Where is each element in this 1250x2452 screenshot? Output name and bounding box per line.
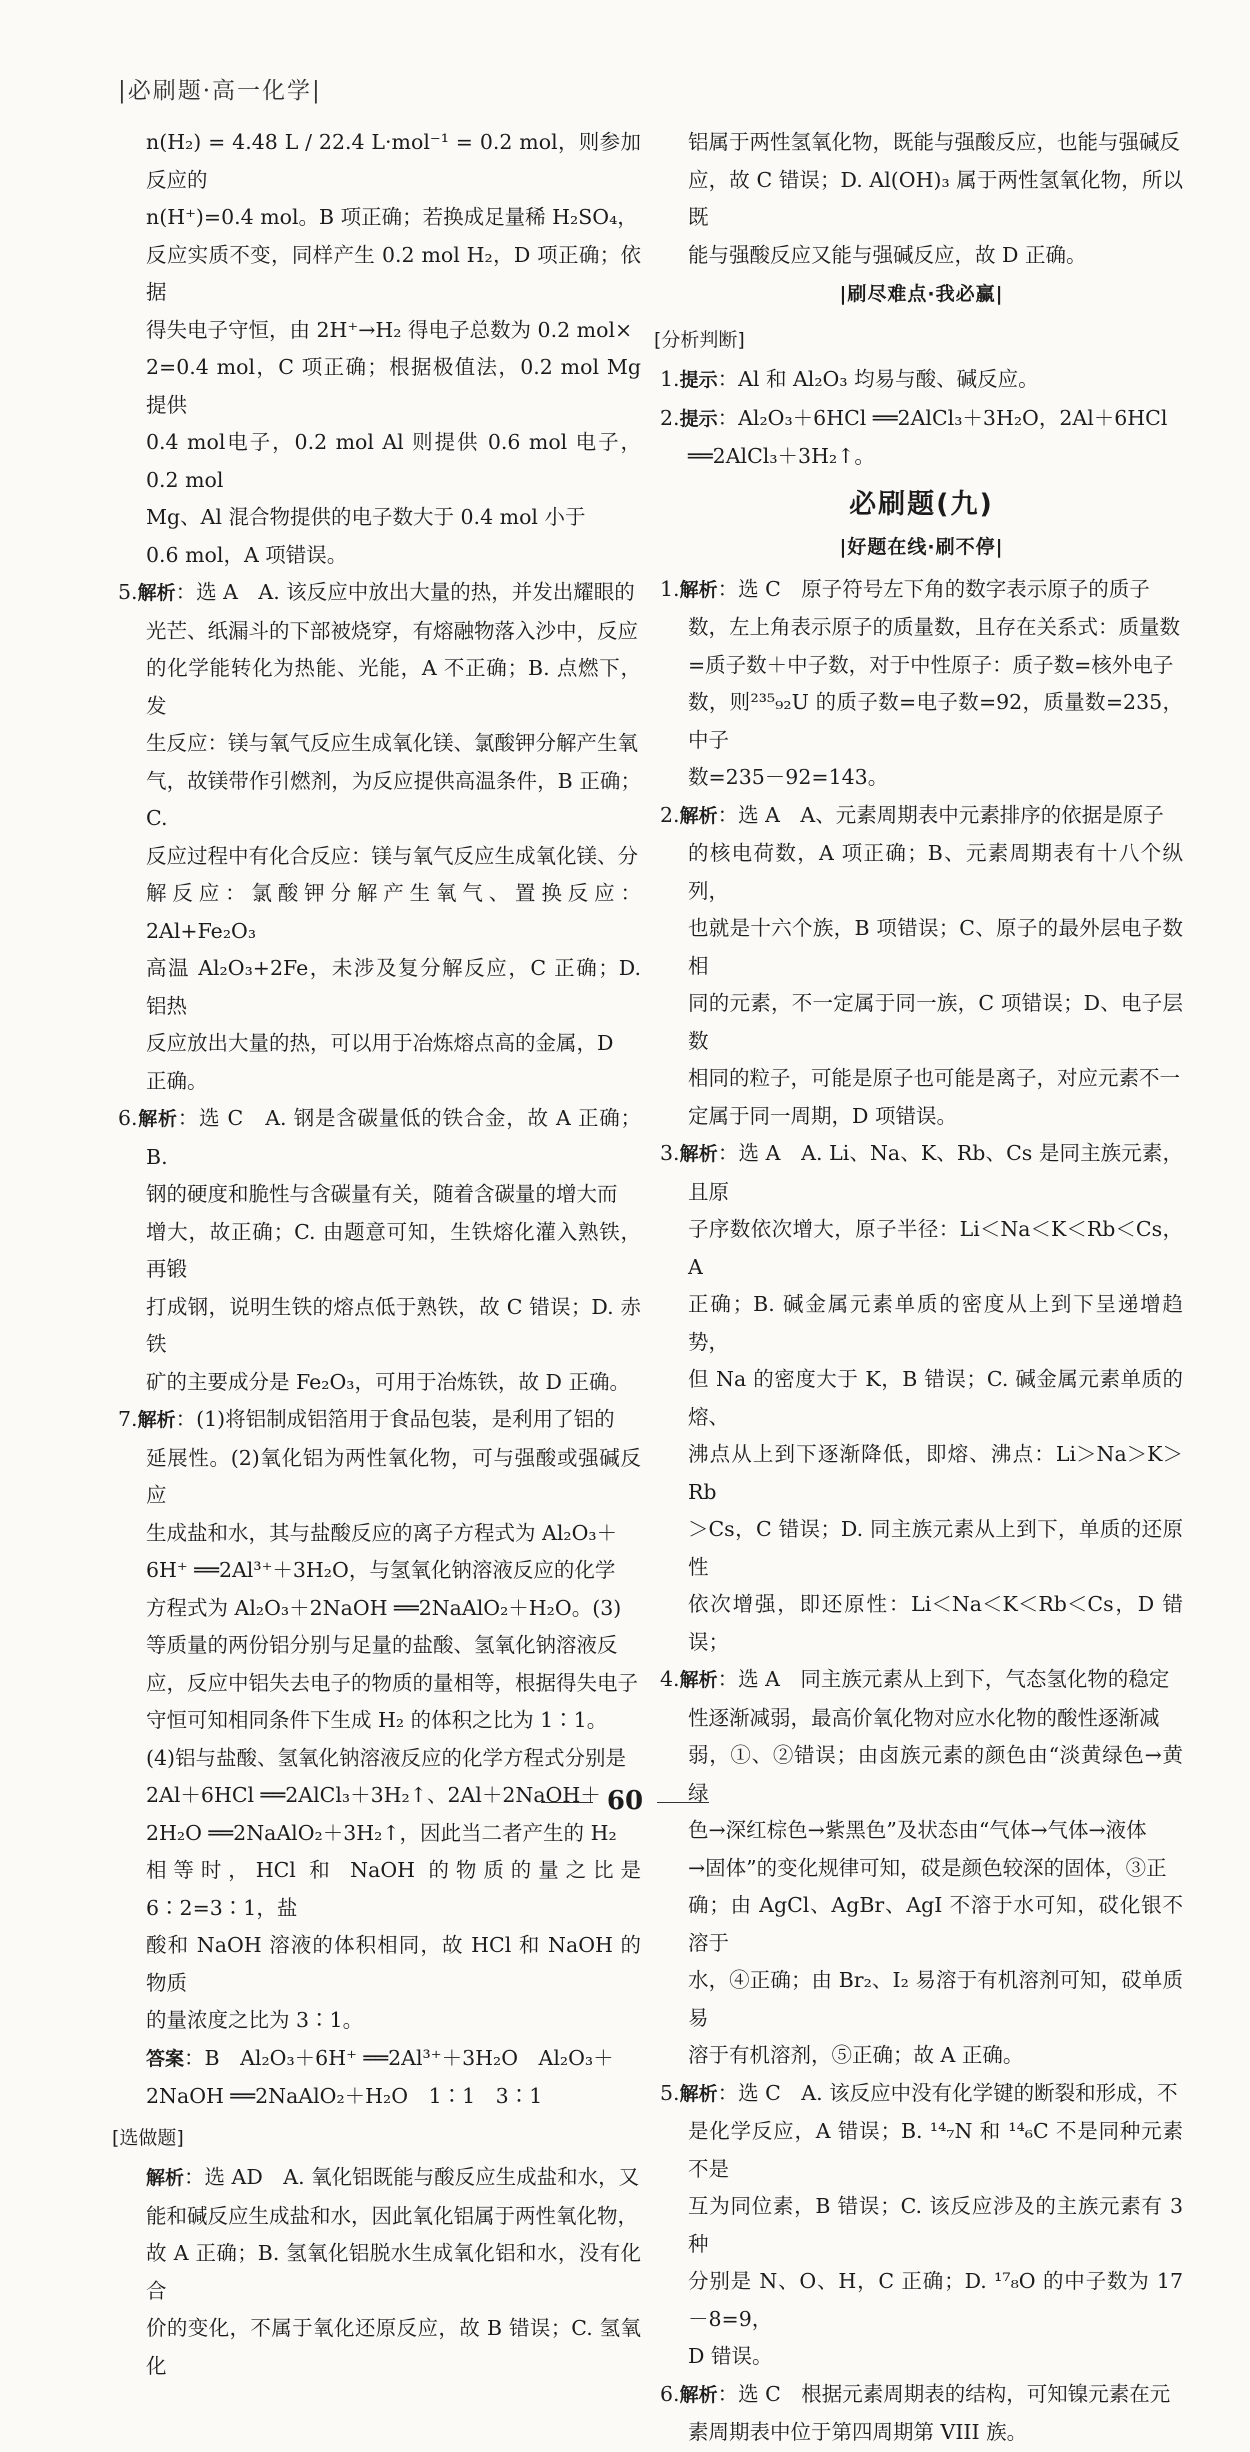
keyword-label: 答案 (146, 2047, 185, 2070)
line-text: 色→深红棕色→紫黑色”及状态由“气体→气体→液体 (688, 1818, 1147, 1842)
text-line (660, 647, 1183, 685)
item-number: 5. (118, 580, 138, 604)
text-line (118, 1025, 641, 1063)
item-number: 1. (660, 367, 680, 391)
line-text: 0.6 mol，A 项错误。 (146, 542, 348, 567)
line-text: 是化学反应，A 错误；B. ¹⁴₇N 和 ¹⁴₆C 不是同种元素不是 (688, 2119, 1183, 2181)
item-number: 2. (660, 802, 680, 827)
running-header: |必刷题·高一化学| (118, 78, 322, 104)
line-text: ══2AlCl₃＋3H₂↑。 (688, 444, 875, 468)
line-text: 反应实质不变，同样产生 0.2 mol H₂，D 项正确；依据 (146, 242, 641, 304)
line-text: ：选 C 根据元素周期表的结构，可知镍元素在元 (717, 2381, 1171, 2406)
line-text: 水，④正确；由 Br₂、I₂ 易溶于有机溶剂可知，砹单质易 (688, 1968, 1183, 2030)
line-text: 性逐渐减弱，最高价氧化物对应水化物的酸性逐渐减 (688, 1705, 1160, 1730)
line-text: 反应过程中有化合反应：镁与氧气反应生成氧化镁、分 (146, 843, 638, 868)
text-line (660, 1211, 1183, 1286)
line-text: 相等时，HCl 和 NaOH 的物质的量之比是 6∶2=3∶1，盐 (146, 1858, 641, 1920)
line-text: 等质量的两份铝分别与足量的盐酸、氢氧化钠溶液反 (146, 1633, 618, 1657)
keyword-label: 解析 (137, 1409, 176, 1431)
text-line (118, 237, 641, 312)
text-line (660, 2376, 1183, 2415)
keyword-label: 提示 (679, 369, 718, 391)
text-line (118, 1515, 641, 1553)
text-line (118, 1552, 641, 1590)
text-line (660, 759, 1183, 797)
line-text: n(H₂) = 4.48 L / 22.4 L·mol⁻¹ = 0.2 mol，则参加反应的 (146, 130, 641, 192)
line-text: ：选 A 同主族元素从上到下，气态氢化物的稳定 (717, 1667, 1170, 1691)
line-text: 2Al＋6HCl ══2AlCl₃＋3H₂↑、2Al＋2NaOH＋ (146, 1783, 601, 1807)
text-line (118, 1590, 641, 1628)
keyword-label: 解析 (679, 2082, 718, 2105)
line-text: 应，反应中铝失去电子的物质的量相等，根据得失电子 (146, 1670, 638, 1695)
text-line (660, 2113, 1183, 2188)
text-line (118, 124, 641, 199)
page-number-rule-left (541, 1802, 593, 1803)
text-line (660, 438, 1183, 476)
text-line (660, 910, 1183, 985)
keyword-label: 解析 (137, 582, 176, 604)
text-line (118, 1665, 641, 1703)
item-number: 4. (660, 1667, 680, 1691)
text-line (660, 571, 1183, 610)
line-text: 正确。 (146, 1068, 208, 1093)
line-text: Mg、Al 混合物提供的电子数大于 0.4 mol 小于 (146, 505, 586, 529)
text-line (660, 2263, 1183, 2338)
line-text: ：B Al₂O₃＋6H⁺ ══2Al³⁺＋3H₂O Al₂O₃＋ (184, 2045, 614, 2070)
line-text: ：(1)将铝制成铝箔用于食品包装，是利用了铝的 (175, 1407, 615, 1431)
text-line (118, 2310, 641, 2385)
keyword-label: 提示 (679, 407, 718, 430)
text-line (118, 2078, 641, 2116)
text-line (118, 1740, 641, 1778)
line-text: ：选 C 原子符号左下角的数字表示原子的质子 (717, 576, 1150, 601)
text-line (660, 1436, 1183, 1511)
line-text: 方程式为 Al₂O₃＋2NaOH ══2NaAlO₂＋H₂O。(3) (146, 1595, 622, 1620)
left-column (112, 124, 644, 2385)
line-text: 的核电荷数，A 项正确；B、元素周期表有十八个纵列， (688, 841, 1183, 903)
item-number: 1. (660, 576, 680, 601)
text-line (118, 349, 641, 424)
text-line (660, 2037, 1183, 2075)
line-text: D 错误。 (688, 2344, 773, 2368)
line-text: 生成盐和水，其与盐酸反应的离子方程式为 Al₂O₃＋ (146, 1520, 618, 1545)
line-text: 能和碱反应生成盐和水，因此氧化铝属于两性氧化物， (146, 2203, 638, 2228)
text-line (660, 797, 1183, 836)
text-line (118, 1852, 641, 1927)
line-text: 生反应：镁与氧气反应生成氧化镁、氯酸钾分解产生氧 (146, 731, 638, 755)
keyword-label: 解析 (679, 2383, 718, 2406)
text-line (118, 1100, 641, 1176)
text-line (660, 1812, 1183, 1850)
subsection-tag: [选做题] (112, 2126, 184, 2149)
line-text: =质子数＋中子数，对于中性原子：质子数=核外电子 (688, 652, 1174, 677)
text-line (118, 838, 641, 876)
text-line (118, 1214, 641, 1289)
line-text: 光芒、纸漏斗的下部被烧穿，有熔融物落入沙中，反应 (146, 618, 638, 643)
line-text: 故 A 正确；B. 氢氧化铝脱水生成氧化铝和水，没有化合 (146, 2241, 641, 2303)
text-line (660, 124, 1183, 162)
keyword-label: 解析 (679, 1143, 718, 1165)
text-line (660, 1361, 1183, 1436)
text-line (118, 725, 641, 763)
text-line (660, 2414, 1183, 2452)
text-line (660, 1700, 1183, 1738)
line-text: ＞Cs，C 错误；D. 同主族元素从上到下，单质的还原性 (688, 1517, 1183, 1579)
line-text: 0.4 mol电子，0.2 mol Al 则提供 0.6 mol 电子，0.2 mol (146, 430, 641, 492)
line-text: ：选 A A、元素周期表中元素排序的依据是原子 (717, 802, 1164, 827)
text-line (118, 2040, 641, 2079)
text-line (118, 2235, 641, 2310)
line-text: 增大，故正确；C. 由题意可知，生铁熔化灌入熟铁，再锻 (146, 1219, 641, 1281)
page-number-rule-right (657, 1802, 709, 1803)
item-number: 6. (118, 1106, 138, 1130)
text-line (118, 1702, 641, 1740)
line-text: 酸和 NaOH 溶液的体积相同，故 HCl 和 NaOH 的物质 (146, 1933, 641, 1995)
line-text: 气，故镁带作引燃剂，为反应提供高温条件，B 正确；C. (146, 768, 641, 830)
text-line (118, 1627, 641, 1665)
text-line (118, 312, 641, 350)
line-text: n(H⁺)=0.4 mol。B 项正确；若换成足量稀 H₂SO₄， (146, 205, 638, 229)
text-line (118, 1401, 641, 1440)
text-line (118, 424, 641, 499)
line-text: 的化学能转化为热能、光能，A 不正确；B. 点燃下，发 (146, 656, 641, 718)
text-line (118, 2002, 641, 2040)
text-line (660, 1850, 1183, 1888)
text-line (118, 574, 641, 613)
line-text: ：选 C A. 该反应中没有化学键的断裂和形成，不 (717, 2080, 1178, 2105)
section-banner: |好题在线·刷不停| (839, 536, 1004, 558)
line-text: 数=235－92=143。 (688, 765, 889, 789)
line-text: 素周期表中位于第四周期第 VIII 族。 (688, 2420, 1028, 2444)
text-line (118, 1289, 641, 1364)
line-text: (4)铝与盐酸、氢氧化钠溶液反应的化学方程式分别是 (146, 1745, 627, 1770)
item-number: 5. (660, 2080, 680, 2105)
line-text: 应，故 C 错误；D. Al(OH)₃ 属于两性氢氧化物，所以既 (688, 167, 1183, 229)
text-line (118, 950, 641, 1025)
line-text: 相同的粒子，可能是原子也可能是离子，对应元素不一 (688, 1066, 1180, 1090)
line-text: 溶于有机溶剂，⑤正确；故 A 正确。 (688, 2043, 1024, 2067)
text-line (118, 2198, 641, 2236)
text-line (660, 1135, 1183, 1211)
line-text: 分别是 N、O、H，C 正确；D. ¹⁷₈O 的中子数为 17－8=9， (688, 2269, 1183, 2331)
text-line (660, 835, 1183, 910)
line-text: 定属于同一周期，D 项错误。 (688, 1103, 957, 1128)
text-line (118, 1063, 641, 1101)
text-line (118, 199, 641, 237)
text-line (118, 1927, 641, 2002)
text-line (660, 609, 1183, 647)
line-text: ：选 A A. 该反应中放出大量的热，并发出耀眼的 (175, 580, 635, 604)
page-number-area (0, 1786, 1250, 1816)
line-text: 矿的主要成分是 Fe₂O₃，可用于冶炼铁，故 D 正确。 (146, 1369, 630, 1394)
text-line (660, 684, 1183, 759)
line-text: 反应放出大量的热，可以用于冶炼熔点高的金属，D (146, 1031, 614, 1055)
text-line (660, 1661, 1183, 1700)
subsection-tag: [分析判断] (654, 328, 745, 351)
text-line (660, 237, 1183, 275)
keyword-label: 解析 (679, 578, 718, 601)
right-column (654, 124, 1183, 2452)
line-text: 数，则²³⁵₉₂U 的质子数=电子数=92，质量数=235，中子 (688, 690, 1183, 752)
text-line (118, 650, 641, 725)
item-number: 6. (660, 2381, 680, 2406)
text-line (660, 1962, 1183, 2037)
text-line (660, 1098, 1183, 1136)
text-line (118, 1364, 641, 1402)
text-line (118, 875, 641, 950)
text-line (660, 1586, 1183, 1661)
line-text: 打成钢，说明生铁的熔点低于熟铁，故 C 错误；D. 赤铁 (146, 1294, 641, 1356)
text-line (660, 162, 1183, 237)
text-line (118, 1815, 641, 1853)
line-text: 价的变化，不属于氧化还原反应，故 B 错误；C. 氢氧化 (146, 2316, 641, 2378)
line-text: 的量浓度之比为 3∶1。 (146, 2008, 364, 2032)
line-text: 数，左上角表示原子的质量数，且存在关系式：质量数 (688, 615, 1180, 639)
line-text: 得失电子守恒，由 2H⁺→H₂ 得电子总数为 0.2 mol× (146, 317, 633, 342)
line-text: ：Al 和 Al₂O₃ 均易与酸、碱反应。 (717, 367, 1039, 391)
line-text: 解反应：氯酸钾分解产生氧气、置换反应：2Al+Fe₂O₃ (146, 881, 641, 943)
line-text: 依次增强，即还原性：Li＜Na＜K＜Rb＜Cs，D 错误； (688, 1592, 1183, 1654)
line-text: 钢的硬度和脆性与含碳量有关，随着含碳量的增大而 (146, 1182, 618, 1206)
line-text: ：选 AD A. 氧化铝既能与酸反应生成盐和水，又 (184, 2165, 640, 2189)
line-text: 沸点从上到下逐渐降低，即熔、沸点：Li＞Na＞K＞Rb (688, 1442, 1183, 1504)
text-line (660, 2075, 1183, 2114)
section-title: 必刷题(九) (849, 488, 994, 520)
line-text: ：选 A A. Li、Na、K、Rb、Cs 是同主族元素，且原 (688, 1141, 1183, 1204)
text-line (660, 985, 1183, 1060)
text-line (118, 2159, 641, 2198)
item-number: 7. (118, 1407, 138, 1431)
text-line (660, 1286, 1183, 1361)
line-text: 能与强酸反应又能与强碱反应，故 D 正确。 (688, 242, 1087, 267)
line-text: 2H₂O ══2NaAlO₂＋3H₂↑，因此当二者产生的 H₂ (146, 1820, 617, 1845)
line-text: 同的元素，不一定属于同一族，C 项错误；D、电子层数 (688, 991, 1183, 1053)
line-text: 互为同位素，B 错误；C. 该反应涉及的主族元素有 3 种 (688, 2194, 1183, 2256)
keyword-label: 解析 (146, 2167, 185, 2189)
line-text: 正确；B. 碱金属元素单质的密度从上到下呈递增趋势， (688, 1292, 1183, 1354)
section-banner: |刷尽难点·我必赢| (839, 283, 1004, 305)
text-line (118, 499, 641, 537)
text-line (118, 763, 641, 838)
keyword-label: 解析 (679, 1669, 718, 1691)
line-text: 确；由 AgCl、AgBr、AgI 不溶于水可知，砹化银不溶于 (688, 1893, 1183, 1955)
line-text: 弱，①、②错误；由卤族元素的颜色由“淡黄绿色→黄绿 (688, 1743, 1183, 1805)
line-text: 也就是十六个族，B 项错误；C、原子的最外层电子数相 (688, 916, 1183, 978)
text-line (118, 1440, 641, 1515)
line-text: 守恒可知相同条件下生成 H₂ 的体积之比为 1∶1。 (146, 1708, 608, 1732)
text-line (118, 1176, 641, 1214)
page-number: 60 (606, 1786, 644, 1816)
text-line (660, 361, 1183, 400)
text-line (660, 400, 1183, 439)
keyword-label: 解析 (137, 1108, 178, 1130)
line-text: ：选 C A. 钢是含碳量低的铁合金，故 A 正确；B. (146, 1106, 641, 1169)
text-line (660, 1060, 1183, 1098)
line-text: 子序数依次增大，原子半径：Li＜Na＜K＜Rb＜Cs，A (688, 1217, 1183, 1279)
line-text: 6H⁺ ══2Al³⁺＋3H₂O，与氢氧化钠溶液反应的化学 (146, 1558, 616, 1582)
line-text: 但 Na 的密度大于 K，B 错误；C. 碱金属元素单质的熔、 (688, 1367, 1183, 1429)
text-line (660, 1887, 1183, 1962)
keyword-label: 解析 (679, 804, 718, 827)
line-text: 2=0.4 mol，C 项正确；根据极值法，0.2 mol Mg 提供 (146, 355, 641, 417)
line-text: 高温 Al₂O₃+2Fe，未涉及复分解反应，C 正确；D. 铝热 (146, 956, 641, 1018)
text-line (660, 1511, 1183, 1586)
line-text: ：Al₂O₃＋6HCl ══2AlCl₃＋3H₂O，2Al＋6HCl (717, 405, 1168, 430)
text-line (660, 2338, 1183, 2376)
line-text: 延展性。(2)氧化铝为两性氧化物，可与强酸或强碱反应 (146, 1445, 641, 1507)
line-text: 2NaOH ══2NaAlO₂＋H₂O 1∶1 3∶1 (146, 2084, 543, 2108)
item-number: 3. (660, 1141, 680, 1165)
line-text: →固体”的变化规律可知，砹是颜色较深的固体，③正 (688, 1855, 1167, 1880)
line-text: 铝属于两性氢氧化物，既能与强酸反应，也能与强碱反 (688, 130, 1180, 154)
text-line (118, 537, 641, 575)
text-line (118, 613, 641, 651)
text-line (660, 2188, 1183, 2263)
item-number: 2. (660, 405, 680, 430)
